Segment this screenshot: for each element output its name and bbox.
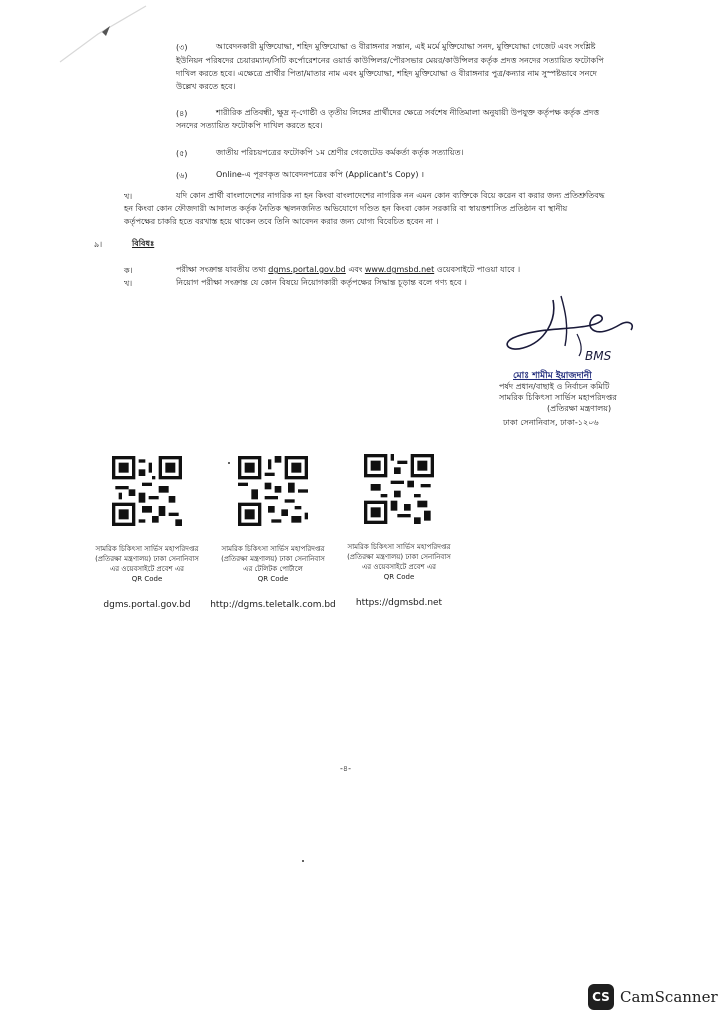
signatory-office: সামরিক চিকিৎসা সার্ভিস মহাপরিদপ্তর bbox=[499, 393, 617, 402]
dgmsbd-link[interactable]: www.dgmsbd.net bbox=[364, 265, 435, 274]
item-4-line-2: সনদের সত্যায়িত ফটোকপি দাখিল করতে হবে। bbox=[176, 121, 323, 130]
item-3-line-4: উল্লেখ করতে হবে। bbox=[176, 82, 236, 91]
qr-code-1[interactable] bbox=[112, 456, 182, 526]
qr-2-url[interactable]: http://dgms.teletalk.com.bd bbox=[210, 600, 336, 610]
qr-3-url[interactable]: https://dgmsbd.net bbox=[355, 598, 443, 608]
signatory-ministry: (প্রতিরক্ষা মন্ত্রণালয়) bbox=[547, 404, 612, 413]
misc-kha-line: নিয়োগ পরীক্ষা সংক্রান্ত যে কোন বিষয়ে নিয়োগকারী কর্তৃপক্ষের সিদ্ধান্ত চূড়ান্ত বলে গণ্য হবে । bbox=[176, 278, 467, 287]
item-5-line-1: জাতীয় পরিচয়পত্রের ফটোকপি ১ম শ্রেণীর গেজেটেড কর্মকর্তা কর্তৃক সত্যায়িত। bbox=[216, 148, 464, 157]
corner-scratch-mark bbox=[58, 4, 148, 64]
kha-line-1: যদি কোন প্রার্থী বাংলাদেশের নাগরিক না হন কিংবা বাংলাদেশের নাগরিক নন এমন কোন ব্যক্তিকে বিয়ে করেন বা করার জন্য প্রতিশ্রুতিবদ্ধ bbox=[176, 191, 605, 200]
qr-code-2[interactable] bbox=[238, 456, 308, 526]
item-3-number: (৩) bbox=[176, 43, 188, 52]
camscanner-watermark bbox=[588, 984, 718, 1010]
camscanner-logo-icon: CS bbox=[588, 984, 614, 1010]
qr-1-caption-line-1: সামরিক চিকিৎসা সার্ভিস মহাপরিদপ্তর bbox=[95, 545, 199, 553]
dgms-portal-link[interactable]: dgms.portal.gov.bd bbox=[268, 265, 346, 274]
qr-block-1 bbox=[82, 456, 212, 610]
item-3-line-2: ইউনিয়ন পরিষদের চেয়ারম্যান/সিটি কর্পোরেশনের ওয়ার্ড কাউন্সিলর/পৌরসভার মেয়র/কাউন্সিলর কর্তৃক প্রদত্ত সনদের সত্যায়িত ফটোকপি bbox=[176, 56, 604, 65]
qr-code-3[interactable] bbox=[364, 454, 434, 524]
kha-line-3: কর্তৃপক্ষের চাকরি হতে বরখাস্ত হয়ে থাকেন তবে তিনি আবেদন করার জন্য যোগ্য বিবেচিত হবেন না । bbox=[124, 217, 439, 226]
qr-block-3 bbox=[334, 454, 464, 608]
qr-2-caption-line-2: (প্রতিরক্ষা মন্ত্রণালয়) ঢাকা সেনানিবাস bbox=[221, 555, 325, 563]
qr-3-caption-line-3: এর ওয়েবসাইটে প্রবেশ এর bbox=[361, 563, 436, 571]
section-9-number: ৯। bbox=[94, 240, 103, 249]
speck bbox=[228, 462, 230, 464]
item-3-line-3: দাখিল করতে হবে। এক্ষেত্রে প্রার্থীর পিতা/মাতার নাম এবং মুক্তিযোদ্ধা, শহিদ মুক্তিযোদ্ধা ও বীরাঙ্গনার পুত্র/কন্যার নাম সুস্পষ্টভাবে সনদে bbox=[176, 69, 597, 78]
kha-number: খ। bbox=[124, 192, 133, 201]
qr-1-url[interactable]: dgms.portal.gov.bd bbox=[103, 600, 191, 610]
qr-2-caption bbox=[208, 544, 338, 584]
item-6-line-1: Online-এ পূরণকৃত আবেদনপত্রের কপি (Applicant's Copy) । bbox=[216, 170, 425, 179]
qr-1-caption-line-4: QR Code bbox=[131, 575, 163, 583]
qr-block-2 bbox=[208, 456, 338, 610]
camscanner-text: CamScanner bbox=[620, 988, 718, 1006]
qr-3-caption bbox=[334, 542, 464, 582]
signatory-title: পর্ষদ প্রধান/বাছাই ও নির্বাচন কমিটি bbox=[499, 382, 610, 391]
signature-block bbox=[455, 290, 645, 430]
signatory-address: ঢাকা সেনানিবাস, ঢাকা-১২০৬ bbox=[503, 418, 599, 427]
handwritten-signature bbox=[495, 290, 645, 380]
item-4-number: (৪) bbox=[176, 109, 188, 118]
misc-ka-mid: এবং bbox=[348, 265, 363, 274]
item-6-number: (৬) bbox=[176, 171, 188, 180]
item-5-number: (৫) bbox=[176, 149, 188, 158]
qr-3-caption-line-4: QR Code bbox=[383, 573, 415, 581]
page-number: -৪- bbox=[340, 764, 351, 773]
qr-1-caption bbox=[82, 544, 212, 584]
misc-ka-pre: পরীক্ষা সংক্রান্ত যাবতীয় তথ্য bbox=[176, 265, 266, 274]
signatory-name: মোঃ শামীম ইয়াজদানী bbox=[513, 371, 592, 381]
kha-line-2: হন কিংবা কোন ফৌজদারী আদালত কর্তৃক নৈতিক স্খলনজনিত অভিযোগে দণ্ডিত হন কিংবা কোন সরকারি বা স্বায়ত্তশাসিত প্রতিষ্ঠান বা স্থানীয় bbox=[124, 204, 568, 213]
signature-initials: BMS bbox=[585, 349, 612, 363]
misc-ka-number: ক। bbox=[124, 266, 133, 275]
section-9-title: বিবিধঃ bbox=[132, 239, 155, 248]
qr-2-caption-line-3: এর টেলিটক পোর্টালে bbox=[243, 565, 303, 573]
qr-1-caption-line-3: এর ওয়েবসাইটে প্রবেশ এর bbox=[109, 565, 184, 573]
speck bbox=[302, 860, 304, 862]
misc-ka-post: ওয়েবসাইটে পাওয়া যাবে । bbox=[436, 265, 521, 274]
qr-3-caption-line-1: সামরিক চিকিৎসা সার্ভিস মহাপরিদপ্তর bbox=[347, 543, 451, 551]
item-3-line-1: আবেদনকারী মুক্তিযোদ্ধা, শহিদ মুক্তিযোদ্ধা ও বীরাঙ্গনার সন্তান, এই মর্মে মুক্তিযোদ্ধা সনদ, মুক্তিযোদ্ধা গেজেট এবং সংশ্লিষ্ট bbox=[216, 42, 596, 51]
qr-3-caption-line-2: (প্রতিরক্ষা মন্ত্রণালয়) ঢাকা সেনানিবাস bbox=[347, 553, 451, 561]
qr-1-caption-line-2: (প্রতিরক্ষা মন্ত্রণালয়) ঢাকা সেনানিবাস bbox=[95, 555, 199, 563]
item-4-line-1: শারীরিক প্রতিবন্ধী, ক্ষুদ্র নৃ-গোষ্ঠী ও তৃতীয় লিঙ্গের প্রার্থীদের ক্ষেত্রে সর্বশেষ নীতিমালা অনুযায়ী উপযুক্ত কর্তৃপক্ষ কর্তৃক প্রদত্ত bbox=[216, 108, 600, 117]
misc-ka-line bbox=[176, 263, 520, 276]
misc-kha-number: খ। bbox=[124, 279, 133, 288]
qr-2-caption-line-1: সামরিক চিকিৎসা সার্ভিস মহাপরিদপ্তর bbox=[221, 545, 325, 553]
qr-2-caption-line-4: QR Code bbox=[257, 575, 289, 583]
